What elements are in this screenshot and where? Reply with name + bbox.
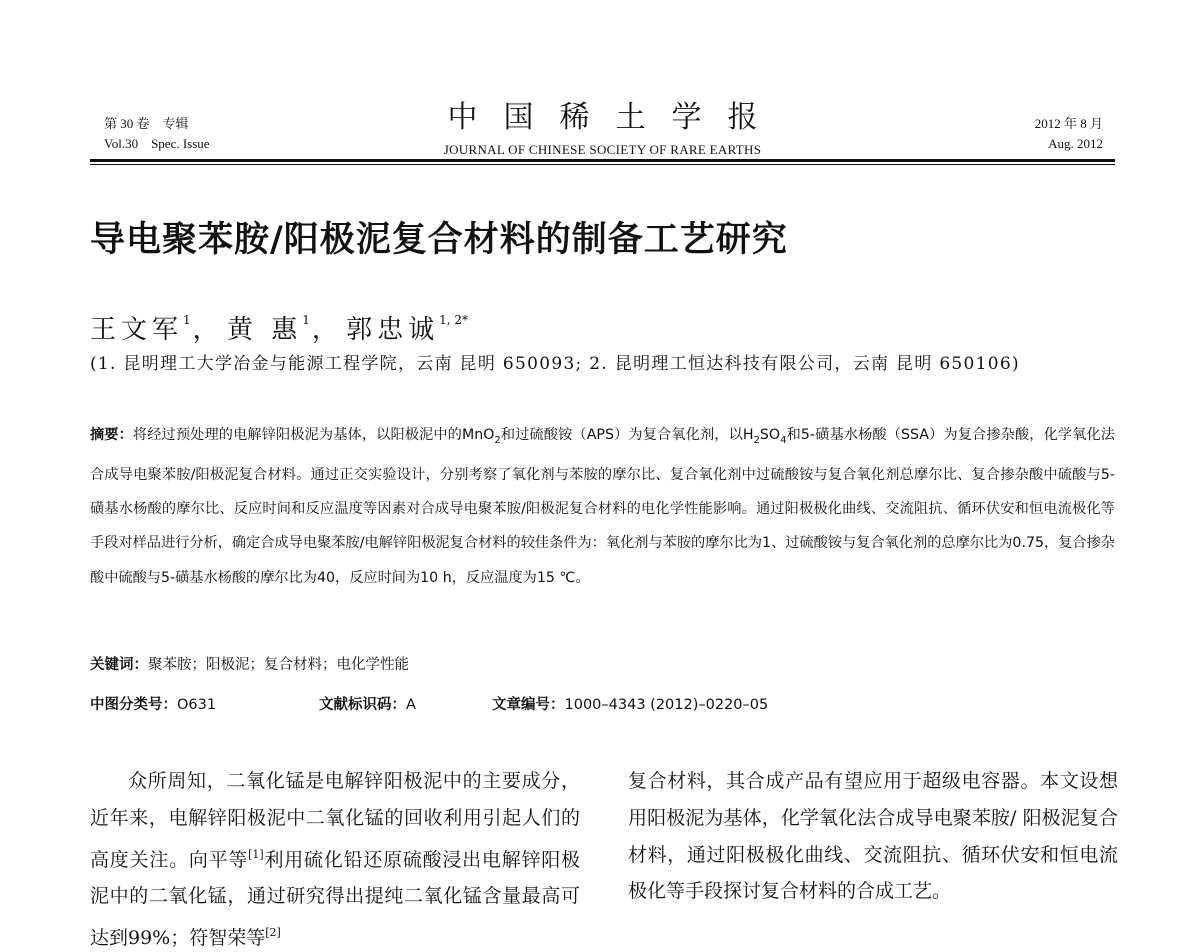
date-cn: 2012 年 8 月 [1034,116,1103,131]
author-name: 王文军 [90,315,184,345]
journal-name-en: JOURNAL OF CHINESE SOCIETY OF RARE EARTHS [443,142,762,157]
header-rule-thin [90,164,1115,165]
abstract-subscript: 2 [494,434,501,446]
paper-title: 导电聚苯胺/阳极泥复合材料的制备工艺研究 [90,220,788,260]
keywords [90,653,409,677]
abstract-subscript: 2 [753,434,760,446]
classification-number [90,693,216,717]
article-no-value: 1000–4343 (2012)–0220–05 [564,697,769,713]
journal-header [90,100,1115,166]
affiliations: (1. 昆明理工大学冶金与能源工程学院，云南 昆明 650093; 2. 昆明理工恒达科技有限公司，云南 昆明 650106) [90,354,1020,374]
author-list [90,302,470,348]
article-meta [90,693,1115,717]
abstract-label: 摘要： [90,427,133,443]
author-affil-mark: 1, 2* [439,313,469,327]
abstract-text: SO [759,427,781,443]
journal-name-cn: 中国稀土学报 [447,100,784,135]
document-code [319,693,416,717]
abstract-subscript: 4 [780,434,787,446]
author-affil-mark: 1 [302,313,310,327]
body-paragraph [90,763,580,952]
author-separator: ， [311,315,338,345]
abstract-text: 将经过预处理的电解锌阳极泥为基体，以阳极泥中的MnO [132,427,495,443]
body-paragraph: 复合材料，其合成产品有望应用于超级电容器。本文设想用阳极泥为基体，化学氧化法合成导电聚苯胺/ 阳极泥复合材料，通过阳极极化曲线、交流阻抗、循环伏安和恒电流极化等手段探讨复合材料的合成工艺。 [628,770,1118,903]
doc-code-value: A [406,697,416,713]
author-separator: ， [192,315,219,345]
journal-name [90,100,1115,160]
keywords-text: 聚苯胺；阳极泥；复合材料；电化学性能 [148,657,409,673]
body-text: 利用硫化铅还原硫酸浸出电解锌阳极泥中的二氧化锰，通过研究得出提纯二氧化锰含量最高可达到99%；符智荣等 [90,848,580,950]
header-rule-thick [90,159,1115,162]
classification-label: 中图分类号： [90,697,177,713]
issue-date [1035,114,1103,154]
abstract-text: 和5-磺基水杨酸（SSA）为复合掺杂酸，化学氧化法合成导电聚苯胺/阳极泥复合材料。通过正交实验设计，分别考察了氧化剂与苯胺的摩尔比、复合氧化剂中过硫酸铵与复合氧化剂总摩尔比、复合掺杂酸中硫酸与5-磺基水杨酸的摩尔比、反应时间和反应温度等因素对合成导电聚苯胺/阳极泥复合材料的电化学性能影响。通过阳极极化曲线、交流阻抗、循环伏安和恒电流极化等手段对样品进行分析，确定合成导电聚苯胺/电解锌阳极泥复合材料的较佳条件为：氧化剂与苯胺的摩尔比为1、过硫酸铵与复合氧化剂的总摩尔比为0.75，复合掺杂酸中硫酸与5-磺基水杨酸的摩尔比为40，反应时间为10 h，反应温度为15 ℃。 [90,427,1115,586]
author-name: 黄 惠 [226,315,303,345]
article-number [492,693,768,717]
author-affil-mark: 1 [183,313,191,327]
classification-value: O631 [177,697,217,713]
citation-ref: [1] [248,847,264,861]
body-column-left [90,763,580,952]
citation-ref: [2] [265,926,281,940]
volume-cn: 第 30 卷 专辑 [104,116,189,131]
keywords-label: 关键词： [90,657,148,673]
abstract-text: 和过硫酸铵（APS）为复合氧化剂，以H [500,427,754,443]
doc-code-label: 文献标识码： [319,697,406,713]
abstract [90,418,1115,595]
volume-en: Vol.30 Spec. Issue [104,136,210,151]
date-en: Aug. 2012 [1048,136,1103,151]
body-text: 众所周知，二氧化锰是电解锌阳极泥中的主要成分，近年来，电解锌阳极泥中二氧化锰的回收利用引起人们的高度关注。向平等 [90,770,580,871]
body-column-right [628,763,1118,910]
author-name: 郭忠诚 [346,315,440,345]
article-no-label: 文章编号： [492,697,565,713]
